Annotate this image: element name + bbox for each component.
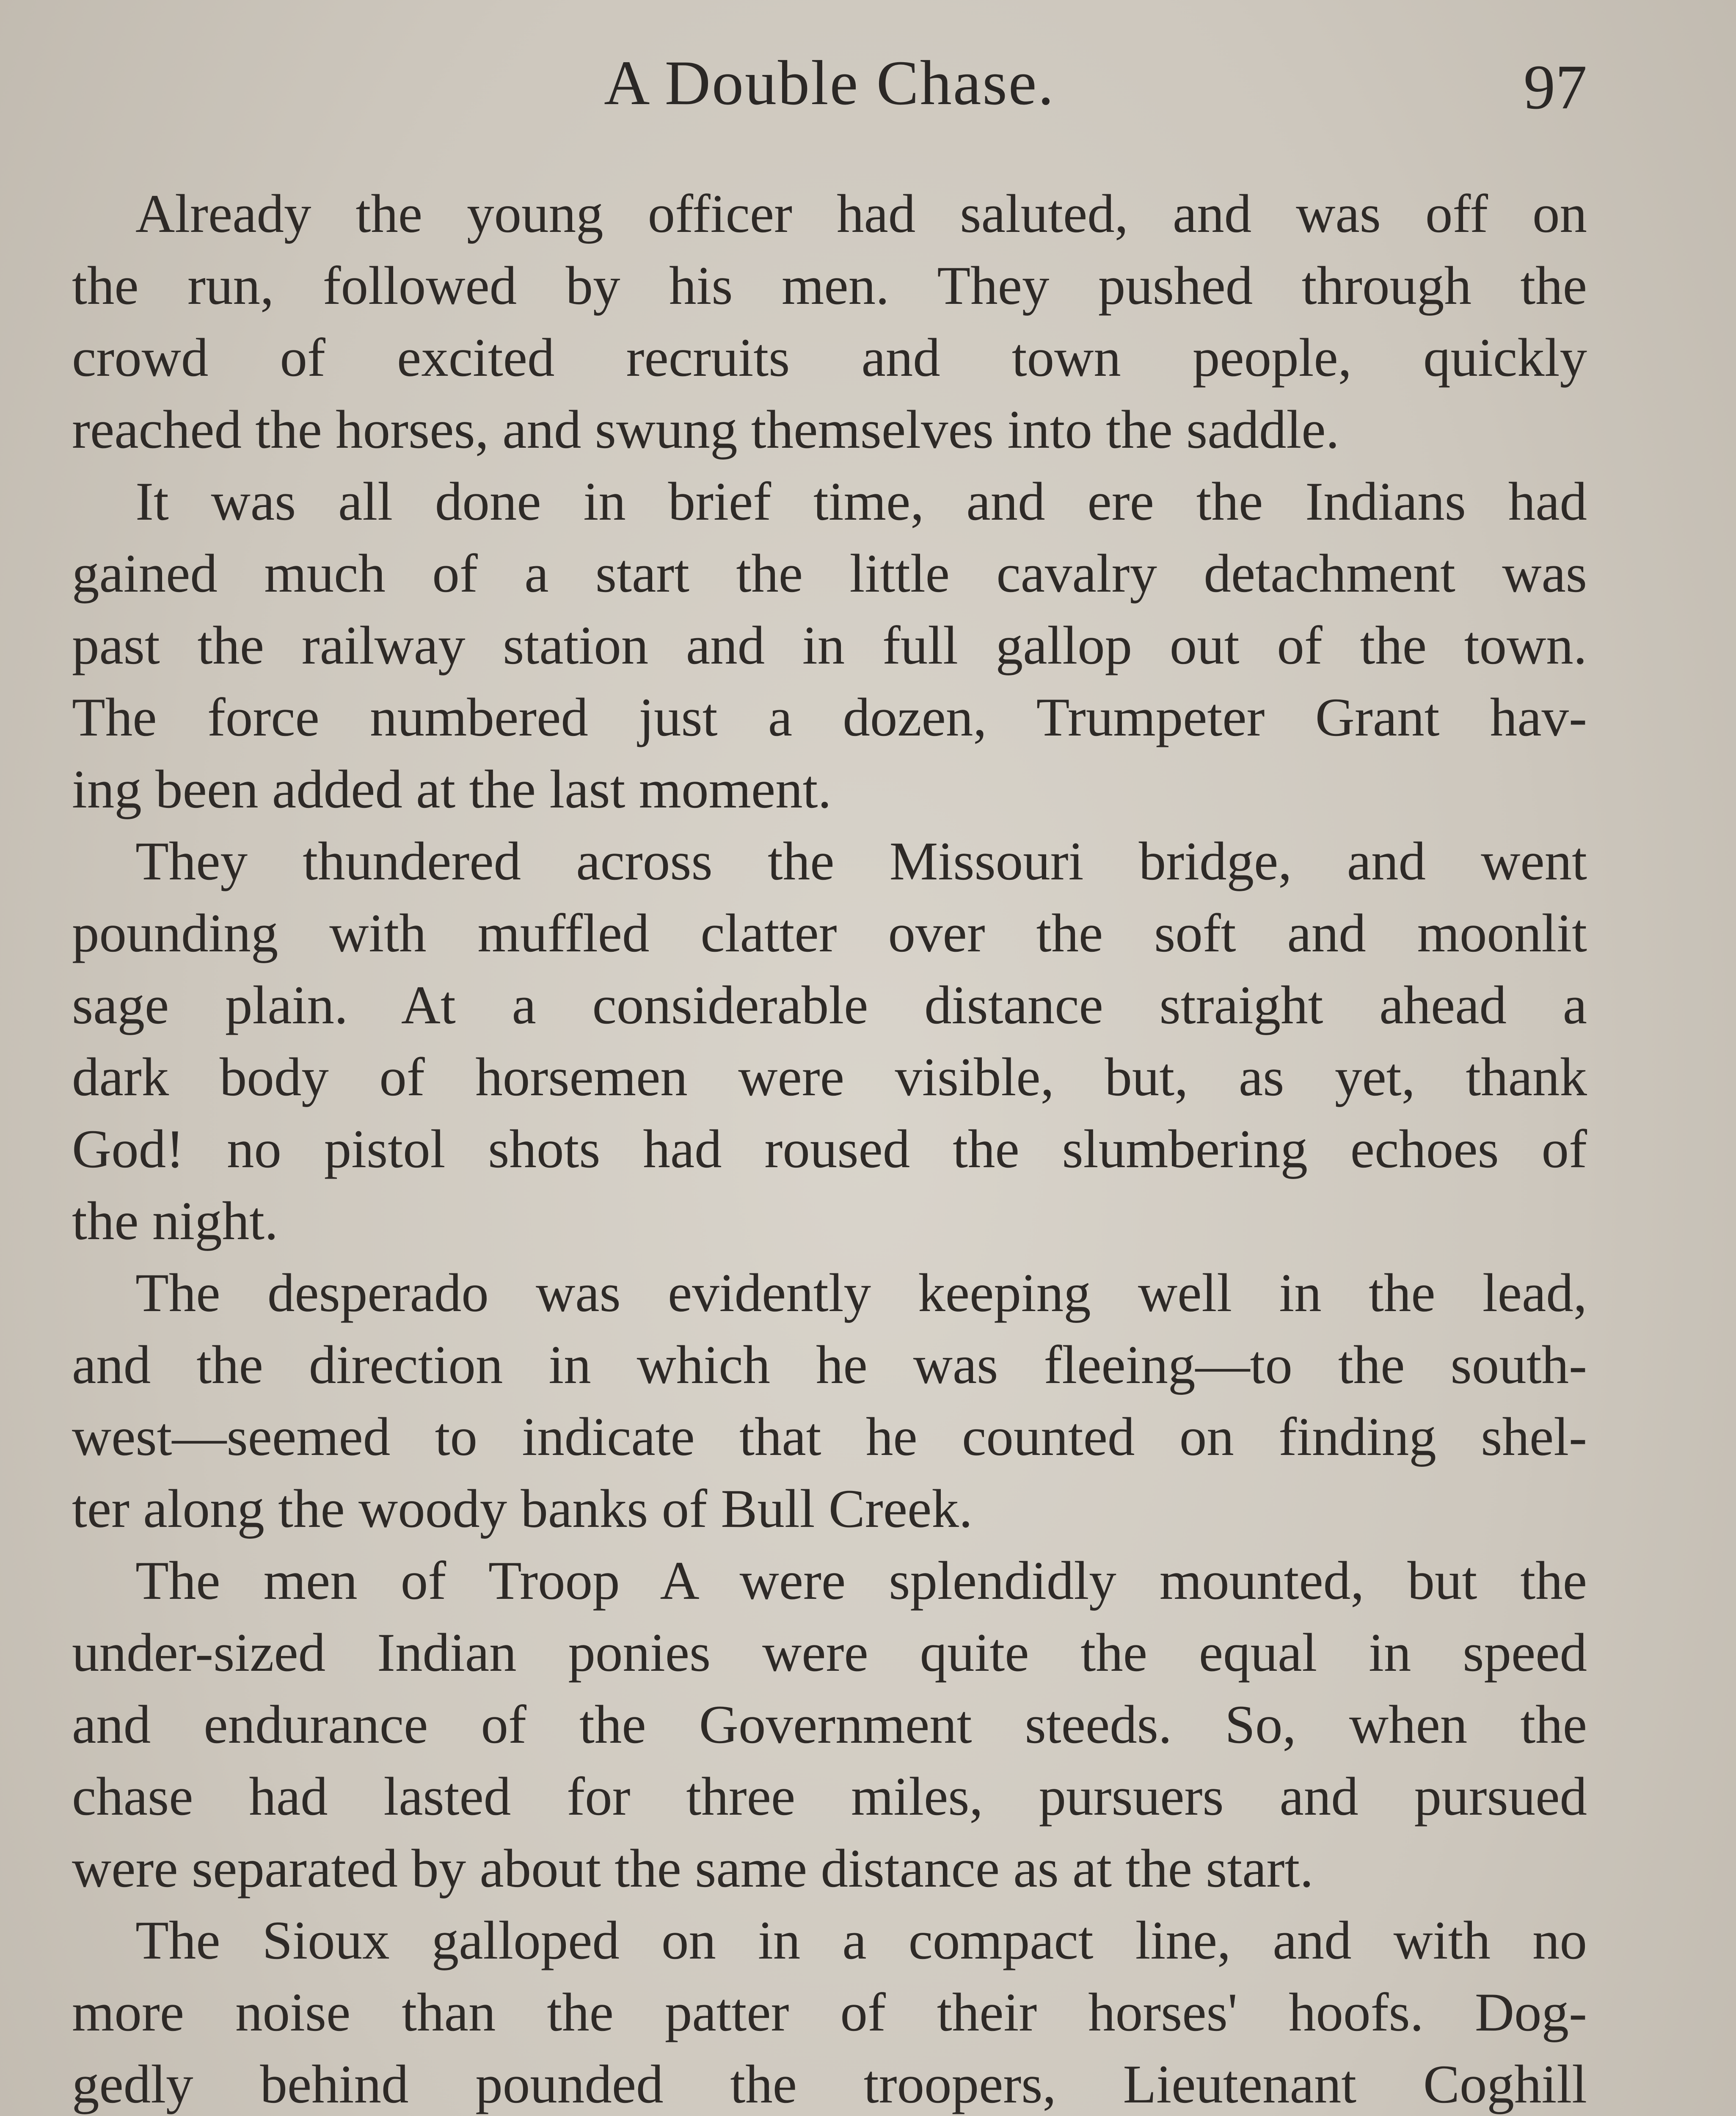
text-line: God! no pistol shots had roused the slumbering echoes of [72, 1119, 1587, 1179]
text-line: were separated by about the same distance as at the start. [72, 1838, 1314, 1898]
text-line: It was all done in brief time, and ere the Indians had [135, 471, 1587, 532]
text-line: sage plain. At a considerable distance straight ahead a [72, 975, 1587, 1035]
text-line: gedly behind pounded the troopers, Lieutenant Coghill [72, 2054, 1587, 2114]
page-number: 97 [1524, 52, 1587, 122]
text-line: dark body of horsemen were visible, but, as yet, thank [72, 1047, 1587, 1107]
text-line: The desperado was evidently keeping well in the lead, [135, 1262, 1587, 1323]
text-line: and endurance of the Government steeds. So, when the [72, 1694, 1587, 1755]
running-title: A Double Chase. [604, 48, 1055, 118]
text-line: ing been added at the last moment. [72, 759, 832, 819]
text-line: They thundered across the Missouri bridge, and went [135, 831, 1587, 891]
text-line: gained much of a start the little cavalry detachment was [72, 543, 1587, 603]
text-line: the night. [72, 1190, 278, 1251]
text-line: reached the horses, and swung themselves into the saddle. [72, 399, 1339, 460]
text-line: The Sioux galloped on in a compact line, and with no [135, 1910, 1587, 1970]
text-line: more noise than the patter of their horses' hoofs. Dog- [72, 1982, 1587, 2042]
text-line: crowd of excited recruits and town people, quickly [72, 327, 1587, 388]
text-line: west—seemed to indicate that he counted on finding shel- [72, 1406, 1587, 1467]
text-line: chase had lasted for three miles, pursuers and pursued [72, 1766, 1587, 1827]
text-line: the run, followed by his men. They pushed through the [72, 255, 1587, 316]
text-line: and the direction in which he was fleeing—to the south- [72, 1334, 1587, 1395]
text-line: under-sized Indian ponies were quite the equal in speed [72, 1622, 1587, 1683]
page-header [72, 47, 1587, 131]
text-line: The men of Troop A were splendidly mounted, but the [135, 1550, 1587, 1611]
text-line: pounding with muffled clatter over the soft and moonlit [72, 903, 1587, 963]
text-line: Already the young officer had saluted, and was off on [135, 183, 1587, 244]
body-text [72, 178, 1587, 2116]
text-line: The force numbered just a dozen, Trumpeter Grant hav- [72, 687, 1587, 747]
text-line: past the railway station and in full gallop out of the town. [72, 615, 1587, 675]
text-line: ter along the woody banks of Bull Creek. [72, 1478, 973, 1539]
